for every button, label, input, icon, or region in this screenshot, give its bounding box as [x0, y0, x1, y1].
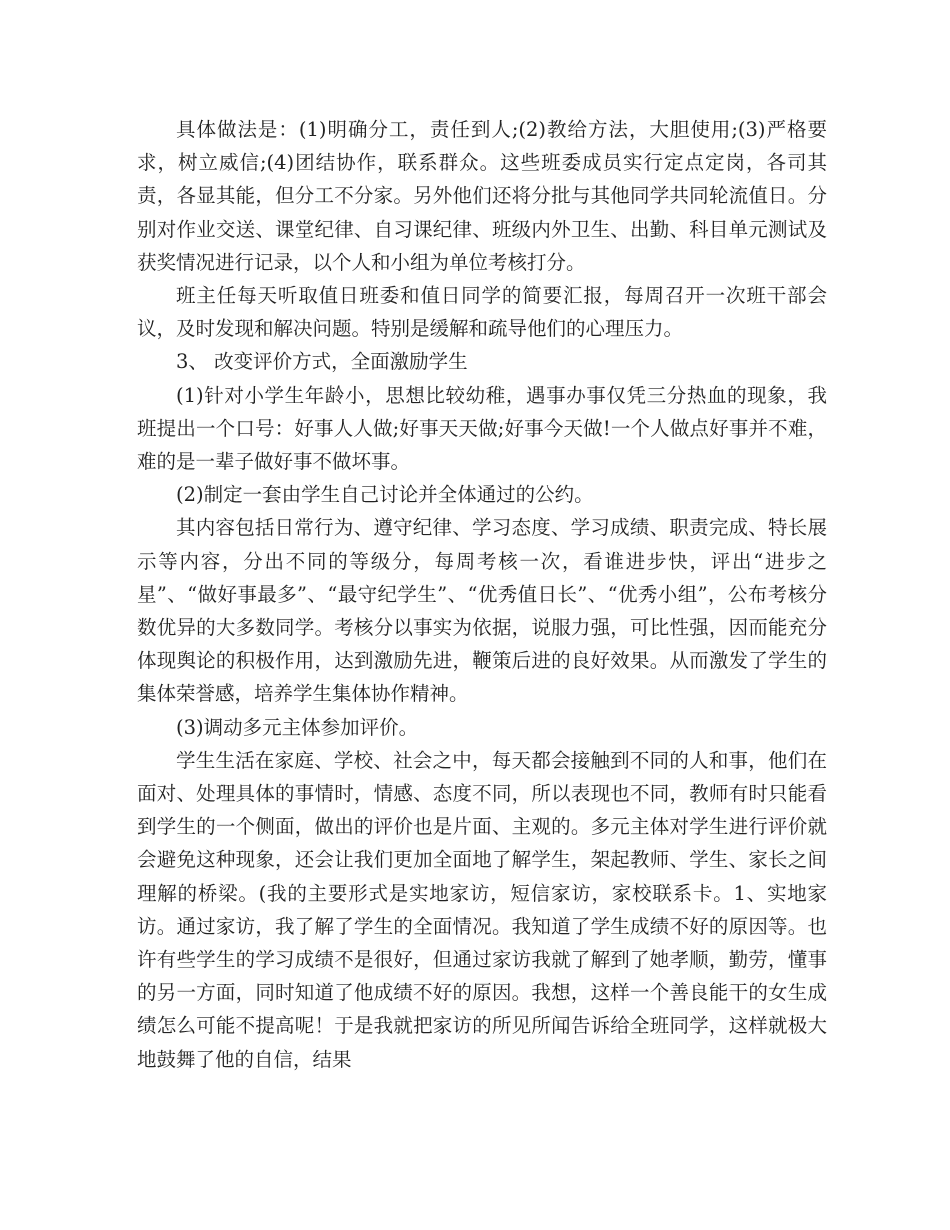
paragraph-slogan: (1)针对小学生年龄小，思想比较幼稚，遇事办事仅凭三分热血的现象，我班提出一个口号：好事人人做;好事天天做;好事今天做!一个人做点好事并不难，难的是一辈子做好事不做坏事。 — [137, 383, 827, 474]
document-body — [137, 113, 827, 1076]
paragraph-assessment-content: 其内容包括日常行为、遵守纪律、学习态度、学习成绩、职责完成、特长展示等内容，分出不同的等级分，每周考核一次，看谁进步快，评出“进步之星”、“做好事最多”、“最守纪学生”、“优秀值日长”、“优秀小组”，公布考核分数优异的大多数同学。考核分以事实为依据，说服力强，可比性强，因而能充分体现舆论的积极作用，达到激励先进，鞭策后进的良好效果。从而激发了学生的集体荣誉感，培养学生集体协作精神。 — [137, 516, 827, 706]
paragraph-home-visits: 学生生活在家庭、学校、社会之中，每天都会接触到不同的人和事，他们在面对、处理具体的事情时，情感、态度不同，所以表现也不同，教师有时只能看到学生的一个侧面，做出的评价也是片面、主观的。多元主体对学生进行评价就会避免这种现象，还会让我们更加全面地了解学生，架起教师、学生、家长之间理解的桥梁。(我的主要形式是实地家访，短信家访，家校联系卡。1、实地家访。通过家访，我了解了学生的全面情况。我知道了学生成绩不好的原因等。也许有些学生的学习成绩不是很好，但通过家访我就了解到了她孝顺，勤劳，懂事的另一方面，同时知道了他成绩不好的原因。我想，这样一个善良能干的女生成绩怎么可能不提高呢！于是我就把家访的所见所闻告诉给全班同学，这样就极大地鼓舞了他的自信，结果 — [137, 748, 827, 1071]
paragraph-specific-methods: 具体做法是：(1)明确分工，责任到人;(2)教给方法，大胆使用;(3)严格要求，树立威信;(4)团结协作，联系群众。这些班委成员实行定点定岗，各司其责，各显其能，但分工不分家。另外他们还将分批与其他同学共同轮流值日。分别对作业交送、课堂纪律、自习课纪律、班级内外卫生、出勤、科目单元测试及获奖情况进行记录，以个人和小组为单位考核打分。 — [137, 118, 827, 274]
paragraph-multi-subject-evaluation: (3)调动多元主体参加评价。 — [176, 715, 419, 739]
paragraph-convention: (2)制定一套由学生自己讨论并全体通过的公约。 — [176, 483, 594, 507]
paragraph-teacher-reports: 班主任每天听取值日班委和值日同学的简要汇报，每周召开一次班干部会议，及时发现和解决问题。特别是缓解和疏导他们的心理压力。 — [137, 284, 827, 341]
section-heading-evaluation: 3、 改变评价方式，全面激励学生 — [176, 350, 468, 374]
